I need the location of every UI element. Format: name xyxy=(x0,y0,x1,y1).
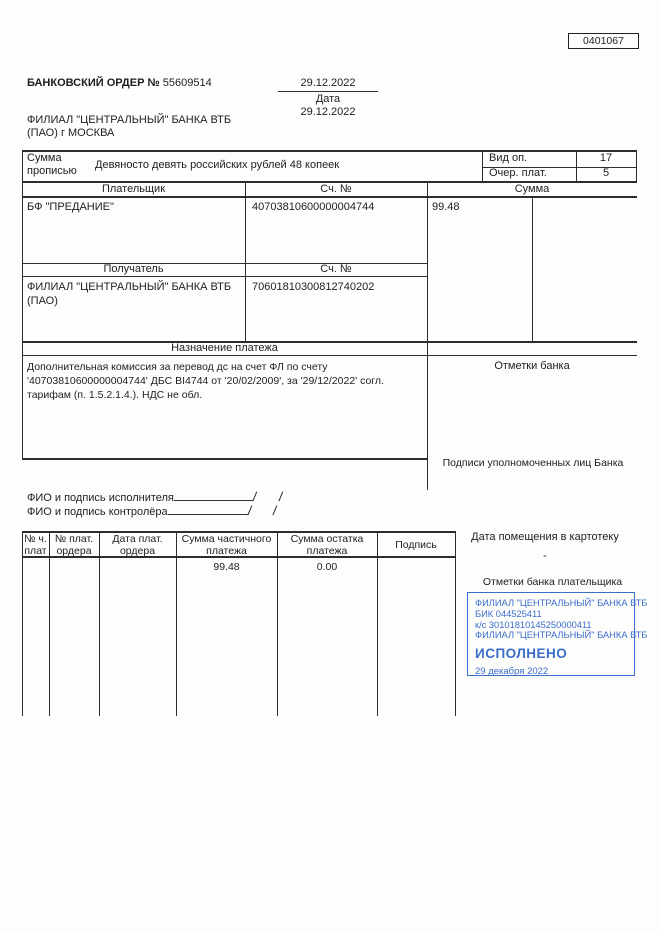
controller-signature-line xyxy=(168,504,248,515)
form-code-box xyxy=(568,33,639,49)
date-underline xyxy=(278,91,378,92)
vid-op-box-left-border xyxy=(482,150,483,181)
purpose-line1: Дополнительная комиссия за перевод дс на счет ФЛ по счету xyxy=(27,361,328,373)
ocher-plat-value: 5 xyxy=(602,167,610,179)
bank-execution-stamp xyxy=(467,592,648,678)
payer-sum: 99.48 xyxy=(432,201,460,213)
order-number: 55609514 xyxy=(162,77,212,89)
payer-name: БФ "ПРЕДАНИЕ" xyxy=(27,201,114,213)
executor-label: ФИО и подпись исполнителя xyxy=(27,492,174,504)
controller-slash-1: / xyxy=(246,503,253,518)
controller-label: ФИО и подпись контролёра xyxy=(27,506,168,518)
stamp-bank-name-1: ФИЛИАЛ "ЦЕНТРАЛЬНЫЙ" БАНКА ВТБ xyxy=(475,598,648,608)
partial-table-vline-6 xyxy=(377,531,378,716)
payer-bank-marks-label: Отметки банка плательщика xyxy=(482,576,623,588)
account-sum-divider xyxy=(427,181,428,490)
bank-name-line2: (ПАО) г МОСКВА xyxy=(27,127,115,139)
controller-slash-2: / xyxy=(272,503,278,518)
purpose-header-bottom-border xyxy=(22,355,637,356)
receiver-account: 70601810300812740202 xyxy=(252,281,375,293)
bank-marks-label: Отметки банка xyxy=(494,360,570,372)
payer-account-header: Сч. № xyxy=(320,183,352,195)
date-value-bottom: 29.12.2022 xyxy=(300,106,356,118)
executor-slash-2: / xyxy=(277,489,284,504)
receiver-name-line2: (ПАО) xyxy=(27,295,58,307)
partial-col2-header: № плат. ордера xyxy=(54,533,94,557)
receiver-header: Получатель xyxy=(103,263,164,275)
amount-label-line2: прописью xyxy=(27,165,77,177)
executor-slash-1: / xyxy=(251,489,258,504)
partial-col6-header: Подпись xyxy=(395,539,437,551)
vid-op-label: Вид оп. xyxy=(489,152,528,164)
form-code: 0401067 xyxy=(583,35,624,47)
partial-col4-header: Сумма частичного платежа xyxy=(181,533,272,557)
table-top-border xyxy=(22,150,637,152)
bank-signatures-label: Подписи уполномоченных лиц Банка xyxy=(442,457,624,469)
title-label: БАНКОВСКИЙ ОРДЕР № xyxy=(27,77,160,89)
partial-col3-header: Дата плат. ордера xyxy=(112,533,163,557)
vid-op-box-right-border xyxy=(636,150,637,181)
executor-signoff-row xyxy=(27,490,282,505)
partial-sum-value: 99.48 xyxy=(213,561,240,573)
purpose-header: Назначение платежа xyxy=(171,342,278,354)
purpose-line2: '40703810600000004744' ДБС BI4744 от '20/02/2009', за '29/12/2022' согл. xyxy=(27,375,384,387)
document-title xyxy=(27,77,212,90)
date-label: Дата xyxy=(315,93,341,105)
partial-col5-header: Сумма остатка платежа xyxy=(290,533,364,557)
stamp-corr-account: к/с 30101810145250000411 xyxy=(475,619,592,630)
stamp-bik: БИК 044525411 xyxy=(475,608,542,619)
card-file-date-value: - xyxy=(543,550,547,562)
stamp-status: ИСПОЛНЕНО xyxy=(475,646,568,662)
purpose-block-bottom-border xyxy=(22,458,427,460)
partial-table-vline-5 xyxy=(277,531,278,716)
executor-signature-line xyxy=(174,490,253,501)
bank-name-line1: ФИЛИАЛ "ЦЕНТРАЛЬНЫЙ" БАНКА ВТБ xyxy=(27,114,232,126)
header-row-bottom-border xyxy=(22,196,637,198)
payer-account-divider xyxy=(245,181,246,341)
payer-header: Плательщик xyxy=(101,183,166,195)
amount-in-words: Девяносто девять российских рублей 48 копеек xyxy=(95,159,340,171)
date-value-top: 29.12.2022 xyxy=(300,77,356,89)
controller-signoff-row xyxy=(27,504,277,519)
ocher-plat-label: Очер. плат. xyxy=(489,167,547,179)
sum-header: Сумма xyxy=(514,183,550,195)
remainder-sum-value: 0.00 xyxy=(316,561,338,573)
purpose-line3: тарифам (п. 1.5.2.1.4.). НДС не обл. xyxy=(27,389,203,401)
payer-account: 40703810600000004744 xyxy=(252,201,375,213)
receiver-header-bottom-border xyxy=(22,276,427,277)
partial-table-vline-1 xyxy=(22,531,23,716)
sum-column-divider xyxy=(532,196,533,341)
partial-col1-header: № ч. плат xyxy=(24,533,47,557)
partial-table-vline-2 xyxy=(49,531,50,716)
partial-table-vline-3 xyxy=(99,531,100,716)
vid-op-value: 17 xyxy=(599,152,613,164)
card-file-date-label: Дата помещения в картотеку xyxy=(471,531,619,543)
partial-table-vline-4 xyxy=(176,531,177,716)
stamp-date: 29 декабря 2022 xyxy=(475,666,549,678)
table-left-border xyxy=(22,150,23,458)
amount-label-line1: Сумма xyxy=(27,152,62,164)
receiver-name-line1: ФИЛИАЛ "ЦЕНТРАЛЬНЫЙ" БАНКА ВТБ xyxy=(27,281,232,293)
stamp-bank-name-2: ФИЛИАЛ "ЦЕНТРАЛЬНЫЙ" БАНКА ВТБ xyxy=(475,630,648,641)
receiver-account-header: Сч. № xyxy=(320,263,352,275)
